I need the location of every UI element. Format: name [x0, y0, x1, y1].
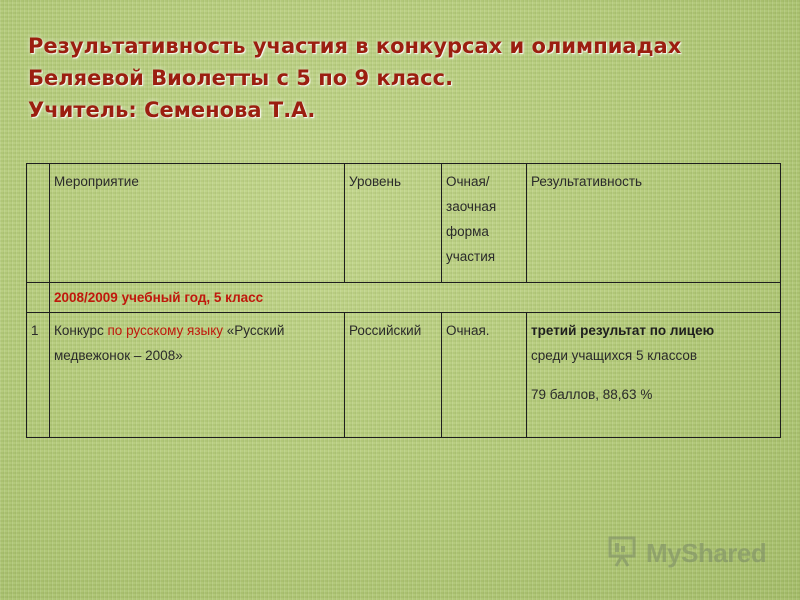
section-empty-cell — [27, 283, 50, 313]
event-text-start: Конкурс — [54, 323, 108, 338]
row-result — [527, 313, 781, 438]
slide-title — [28, 30, 768, 126]
row-number: 1 — [27, 313, 50, 438]
header-number — [27, 164, 50, 283]
title-line-3: Учитель: Семенова Т.А. — [28, 98, 316, 122]
header-level: Уровень — [345, 164, 442, 283]
result-group: среди учащихся 5 классов — [531, 348, 698, 363]
watermark — [606, 535, 776, 571]
event-text-end: «Русский медвежонок – 2008» — [54, 323, 285, 363]
event-subject: по русскому языку — [107, 323, 224, 338]
title-line-1: Результативность участия в конкурсах и олимпиадах — [28, 34, 682, 58]
presentation-board-icon — [606, 534, 640, 572]
row-event — [50, 313, 345, 438]
results-table — [26, 163, 781, 438]
row-form: Очная. — [442, 313, 527, 438]
header-event: Мероприятие — [50, 164, 345, 283]
title-line-2: Беляевой Виолетты с 5 по 9 класс. — [28, 66, 454, 90]
table-row — [27, 313, 781, 438]
row-level: Российский — [345, 313, 442, 438]
header-form: Очная/ заочная форма участия — [442, 164, 527, 283]
section-year-label: 2008/2009 учебный год, 5 класс — [50, 283, 781, 313]
watermark-text: MyShared — [646, 537, 767, 568]
result-place: третий результат по лицею — [531, 323, 715, 338]
table-header-row — [27, 164, 781, 283]
section-row — [27, 283, 781, 313]
result-score: 79 баллов, 88,63 % — [531, 387, 653, 402]
header-result: Результативность — [527, 164, 781, 283]
